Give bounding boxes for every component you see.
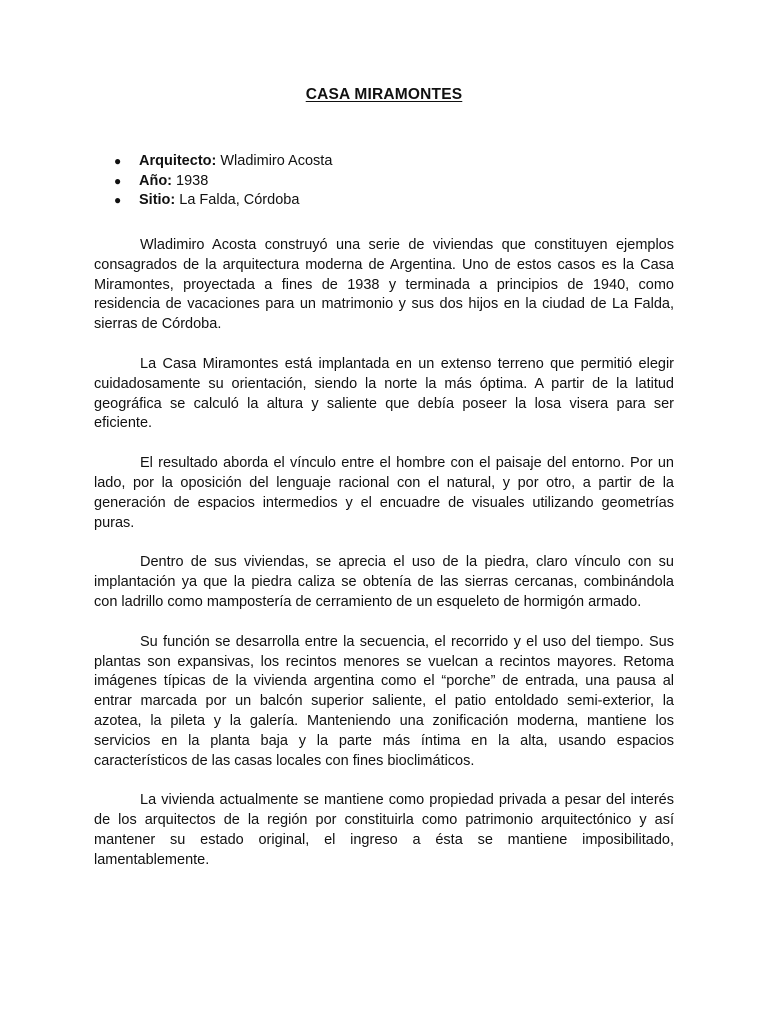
bullet-icon: ● (114, 193, 122, 207)
info-value: 1938 (172, 172, 209, 189)
bullet-icon: ● (114, 173, 122, 188)
paragraph: Su función se desarrolla entre la secuencia, el recorrido y el uso del tiempo. Sus plantas son expansivas, los recintos menores se vuelcan a recintos mayores. Retoma imágenes típicas de la vivienda argentina como el “porche” de entrada, una pausa al entrar marcada por un balcón superior saliente, el patio entoldado semi-exterior, la azotea, la pileta y la galería. Manteniendo una zonificación moderna, mantiene los servicios en la planta baja y la parte más íntima en la alta, usando espacios característicos de las casas locales con fines bioclimáticos. (94, 633, 674, 769)
info-value: La Falda, Córdoba (175, 192, 300, 208)
body-text (94, 236, 674, 891)
paragraph: La Casa Miramontes está implantada en un extenso terreno que permitió elegir cuidadosamente su orientación, siendo la norte la más óptima. A partir de la latitud geográfica se calculó la altura y saliente que debía poseer la losa visera para ser eficiente. (94, 355, 674, 432)
info-label: Año: (139, 172, 173, 189)
paragraph: La vivienda actualmente se mantiene como propiedad privada a pesar del interés de los arquitectos de la región por constituirla como patrimonio arquitectónico y así mantener su estado original, el ingreso a ésta se mantiene imposibilitado, lamentablemente. (94, 792, 674, 868)
list-item-year (114, 172, 332, 192)
list-item-architect (114, 152, 332, 172)
project-info-list (114, 152, 332, 211)
list-item-site (114, 191, 332, 211)
info-label: Arquitecto: (139, 153, 217, 169)
page-title: CASA MIRAMONTES (305, 86, 463, 103)
info-label: Sitio: (139, 192, 176, 208)
paragraph: Dentro de sus viviendas, se aprecia el uso de la piedra, claro vínculo con su implantación ya que la piedra caliza se obtenía de las sierras cercanas, combinándola con ladrillo como mampostería de cerramiento de un esqueleto de hormigón armado. (94, 554, 674, 610)
paragraph: Wladimiro Acosta construyó una serie de viviendas que constituyen ejemplos consagrados de la arquitectura moderna de Argentina. Uno de estos casos es la Casa Miramontes, proyectada a fines de 1938 y terminada a principios de 1940, como residencia de vacaciones para un matrimonio y sus dos hijos en la ciudad de La Falda, sierras de Córdoba. (94, 237, 674, 333)
bullet-icon: ● (114, 154, 122, 168)
paragraph: El resultado aborda el vínculo entre el hombre con el paisaje del entorno. Por un lado, por la oposición del lenguaje racional con el natural, y por otro, a partir de la generación de espacios intermedios y el encuadre de visuales utilizando geometrías puras. (94, 455, 674, 531)
info-value: Wladimiro Acosta (216, 153, 333, 169)
